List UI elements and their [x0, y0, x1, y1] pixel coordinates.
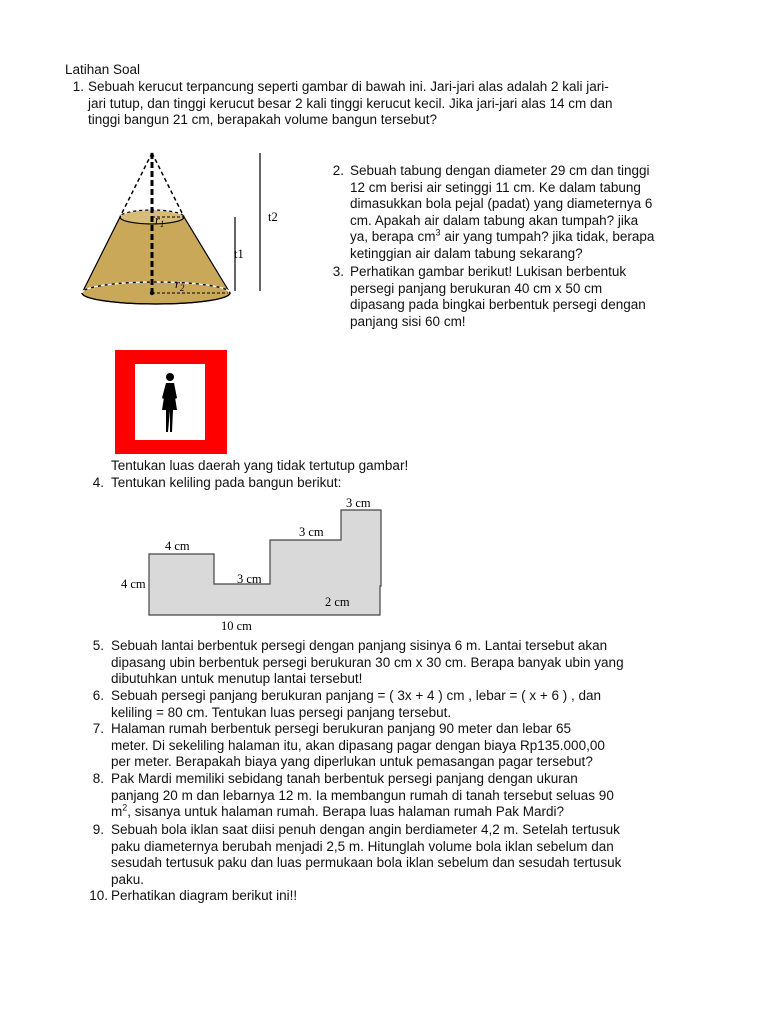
label-right-bottom: 2 cm — [325, 595, 350, 609]
label-r2: $r_2$ — [175, 277, 185, 293]
q4-text: Tentukan keliling pada bangun berikut: — [111, 475, 342, 490]
q8-line: panjang 20 m dan lebarnya 12 m. Ia membangun rumah di tanah tersebut seluas 90 — [111, 787, 614, 803]
q7-line: per meter. Berapakah biaya yang diperlukan untuk pemasangan pagar tersebut? — [111, 754, 593, 769]
q5-line: dipasang ubin berbentuk persegi berukuran 30 cm x 30 cm. Berapa banyak ubin yang — [111, 654, 624, 670]
q7-line: Halaman rumah berbentuk persegi berukuran panjang 90 meter dan lebar 65 — [111, 721, 572, 736]
step-shape-figure — [110, 492, 390, 638]
q7-line: meter. Di sekeliling halaman itu, akan dipasang pagar dengan biaya Rp135.000,00 — [111, 737, 605, 753]
red-frame — [115, 350, 227, 454]
label-bottom: 10 cm — [221, 619, 252, 633]
label-r1: $r_1$ — [155, 213, 165, 229]
q2-line: Sebuah tabung dengan diameter 29 cm dan tinggi — [350, 163, 650, 178]
q9-line: sesudah tertusuk paku dan luas permukaan bola iklan sebelum dan sesudah tertusuk — [111, 855, 622, 870]
truncated-cone-figure — [70, 145, 300, 315]
base-center-dot — [150, 291, 154, 295]
q1-line: jari tutup, dan tinggi kerucut besar 2 kali tinggi kerucut kecil. Jika jari-jari alas 14 cm dan — [88, 95, 613, 111]
q9-text — [111, 822, 702, 888]
q2-number: 2. — [332, 163, 344, 178]
q8-line: $m^2$, sisanya untuk halaman rumah. Berapa luas halaman rumah Pak Mardi? — [111, 802, 564, 819]
q1-text — [88, 79, 702, 129]
q3-text — [350, 264, 700, 330]
q8-line: Pak Mardi memiliki sebidang tanah berbentuk persegi panjang dengan ukuran — [111, 771, 578, 786]
q1-line: tinggi bangun 21 cm, berapakah volume bangun tersebut? — [88, 112, 437, 127]
q6-number: 6. — [92, 688, 104, 703]
label-t2: t2 — [268, 210, 278, 224]
q9-line: paku diameternya berubah menjadi 2,5 m. Hitunglah volume bola iklan sebelum dan — [111, 838, 614, 854]
q3-line: dipasang pada bingkai berbentuk persegi dengan — [350, 297, 646, 312]
q9-line: Sebuah bola iklan saat diisi penuh dengan angin berdiameter 4,2 m. Setelah tertusuk — [111, 822, 620, 837]
label-left-side: 4 cm — [121, 577, 146, 591]
label-right-step: 3 cm — [299, 525, 324, 539]
q2-line: 12 cm berisi air setinggi 11 cm. Ke dalam tabung — [350, 179, 641, 195]
woman-figure-icon — [135, 364, 205, 440]
q9-line: paku. — [111, 871, 145, 887]
picture-canvas — [135, 364, 205, 440]
q2-line: cm. Apakah air dalam tabung akan tumpah? jika — [350, 212, 639, 228]
q5-text — [111, 638, 702, 688]
q6-line: Sebuah persegi panjang berukuran panjang = ( 3x + 4 ) cm , lebar = ( x + 6 ) , dan — [111, 688, 602, 703]
q1-line: Sebuah kerucut terpancung seperti gambar di bawah ini. Jari-jari alas adalah 2 kali jari- — [88, 79, 609, 94]
q6-text — [111, 688, 702, 721]
q3-number: 3. — [332, 264, 344, 279]
q10-number: 10. — [89, 888, 108, 903]
label-middle: 3 cm — [237, 572, 262, 586]
q10-text: Perhatikan diagram berikut ini!! — [111, 888, 298, 903]
q3-line: panjang sisi 60 cm! — [350, 313, 466, 329]
q1-number: 1. — [72, 79, 84, 94]
apex-right-dashed — [152, 153, 184, 217]
q3-followup: Tentukan luas daerah yang tidak tertutup gambar! — [111, 458, 409, 473]
q2-text — [350, 163, 700, 262]
apex-left-dashed — [120, 153, 152, 217]
label-top-right: 3 cm — [346, 496, 371, 510]
label-left-top: 4 cm — [165, 539, 190, 553]
label-t1: t1 — [234, 247, 244, 261]
q2-line: dimasukkan bola pejal (padat) yang diameternya 6 — [350, 196, 653, 211]
q8-text — [111, 771, 702, 821]
q7-text — [111, 721, 702, 771]
q5-line: Sebuah lantai berbentuk persegi dengan panjang sisinya 6 m. Lantai tersebut akan — [111, 638, 608, 653]
q7-number: 7. — [92, 721, 104, 736]
q5-line: dibutuhkan untuk menutup lantai tersebut! — [111, 671, 363, 686]
q3-line: Perhatikan gambar berikut! Lukisan berbentuk — [350, 264, 627, 279]
q4-number: 4. — [92, 475, 104, 490]
q6-line: keliling = 80 cm. Tentukan luas persegi panjang tersebut. — [111, 704, 452, 720]
q5-number: 5. — [92, 638, 104, 653]
q8-number: 8. — [92, 771, 104, 786]
q2-line: ketinggian air dalam tabung sekarang? — [350, 245, 583, 261]
q3-line: persegi panjang berukuran 40 cm x 50 cm — [350, 280, 603, 296]
page-title: Latihan Soal — [65, 62, 141, 77]
q2-line: ya, berapa $cm^3$ air yang tumpah? jika tidak, berapa — [350, 227, 655, 244]
q9-number: 9. — [92, 822, 104, 837]
